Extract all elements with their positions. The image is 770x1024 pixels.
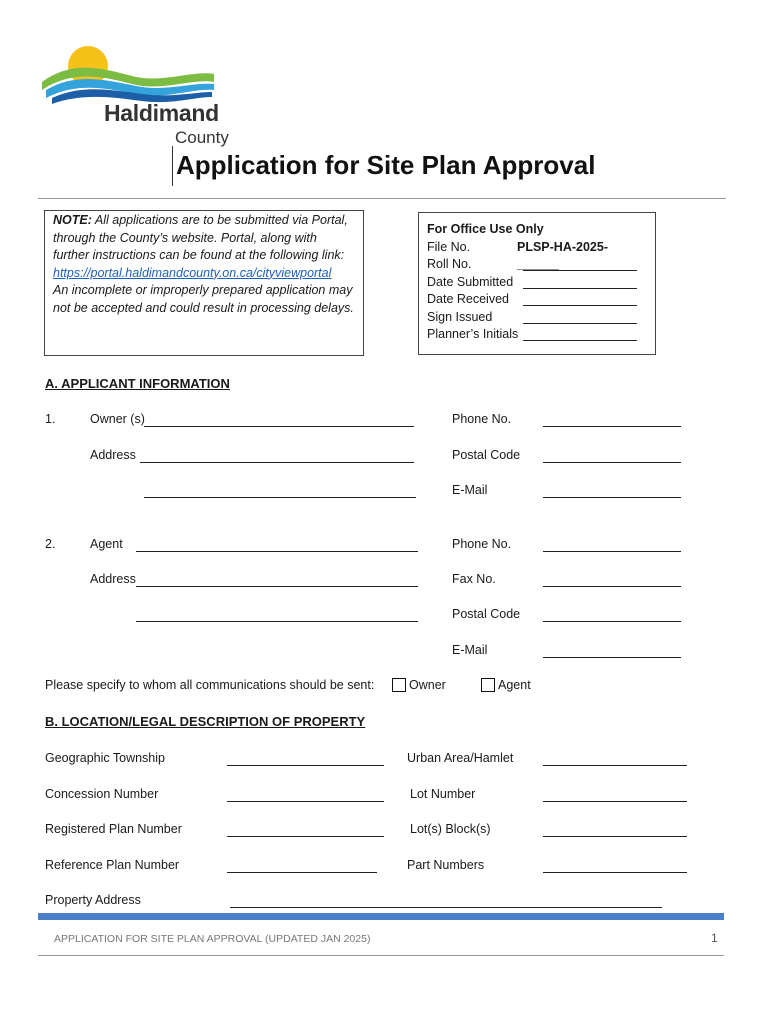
- roll-no-label: Roll No.: [427, 257, 472, 271]
- agent-address-line-2[interactable]: [136, 609, 418, 622]
- owner-postal-line[interactable]: [543, 450, 681, 463]
- section-a-heading: A. APPLICANT INFORMATION: [45, 376, 230, 391]
- concession-number-line[interactable]: [227, 789, 384, 802]
- urban-area-label: Urban Area/Hamlet: [407, 751, 514, 765]
- note-text-1: All applications are to be submitted via Portal, through the County’s website. Portal, along with further instructions can be found at the following link:: [53, 213, 348, 263]
- file-no-value: PLSP-HA-2025-______: [517, 239, 608, 271]
- page-title: Application for Site Plan Approval: [176, 150, 596, 180]
- agent-address-label: Address: [90, 572, 136, 586]
- agent-email-label: E-Mail: [452, 643, 488, 657]
- footer-text: APPLICATION FOR SITE PLAN APPROVAL (UPDATED JAN 2025): [54, 933, 371, 945]
- logo-text-county: County: [175, 128, 229, 147]
- owner-address-line[interactable]: [140, 450, 414, 463]
- agent-checkbox-label: Agent: [498, 678, 531, 692]
- part-numbers-line[interactable]: [543, 860, 687, 873]
- lots-blocks-line[interactable]: [543, 824, 687, 837]
- owner-phone-label: Phone No.: [452, 412, 512, 426]
- part-numbers-label: Part Numbers: [407, 858, 485, 872]
- reference-plan-line[interactable]: [227, 860, 377, 873]
- sign-issued-line[interactable]: [523, 311, 637, 324]
- date-submitted-label: Date Submitted: [427, 274, 514, 289]
- sign-issued-label: Sign Issued: [427, 309, 493, 324]
- file-no-label: File No.: [427, 239, 471, 254]
- owner-address-label: Address: [90, 448, 136, 462]
- owner-postal-label: Postal Code: [452, 448, 521, 462]
- geographic-township-line[interactable]: [227, 753, 384, 766]
- agent-line[interactable]: [136, 539, 418, 552]
- county-logo: [42, 42, 242, 150]
- date-received-label: Date Received: [427, 292, 509, 306]
- owner-phone-line[interactable]: [543, 414, 681, 427]
- portal-link[interactable]: https://portal.haldimandcounty.on.ca/cityviewportal: [53, 265, 332, 280]
- owner-email-line[interactable]: [543, 485, 681, 498]
- owner-email-label: E-Mail: [452, 483, 488, 497]
- office-use-box: [418, 212, 656, 355]
- lot-number-label: Lot Number: [410, 787, 476, 801]
- agent-fax-label: Fax No.: [452, 572, 496, 586]
- page-number: 1: [711, 931, 718, 945]
- owner-number: 1.: [45, 412, 56, 426]
- property-address-label: Property Address: [45, 893, 141, 907]
- agent-email-line[interactable]: [543, 645, 681, 658]
- agent-address-line[interactable]: [136, 574, 418, 587]
- logo-text-haldimand: Haldimand: [104, 100, 219, 126]
- title-rule: [172, 146, 173, 186]
- agent-postal-label: Postal Code: [452, 607, 521, 621]
- owner-line[interactable]: [144, 414, 414, 427]
- note-box: [44, 210, 364, 356]
- reference-plan-label: Reference Plan Number: [45, 858, 180, 872]
- note-text-2: An incomplete or improperly prepared application may not be accepted and could result in processing delays.: [53, 283, 354, 315]
- section-b-heading: B. LOCATION/LEGAL DESCRIPTION OF PROPERTY: [45, 714, 366, 729]
- urban-area-line[interactable]: [543, 753, 687, 766]
- communications-question: Please specify to whom all communications should be sent:: [45, 678, 375, 692]
- property-address-line[interactable]: [230, 895, 662, 908]
- agent-phone-label: Phone No.: [452, 537, 512, 551]
- owner-address-line-2[interactable]: [144, 485, 416, 498]
- date-submitted-line[interactable]: [523, 276, 637, 289]
- note-lead: NOTE:: [53, 213, 92, 227]
- agent-number: 2.: [45, 537, 56, 551]
- footer-divider: [38, 955, 724, 956]
- planner-initials-label: Planner’s Initials: [427, 327, 519, 341]
- registered-plan-line[interactable]: [227, 824, 384, 837]
- office-heading: For Office Use Only: [427, 222, 544, 236]
- logo-graphic: [42, 42, 217, 108]
- header-divider: [38, 198, 726, 199]
- date-received-line[interactable]: [523, 293, 637, 306]
- agent-phone-line[interactable]: [543, 539, 681, 552]
- geographic-township-label: Geographic Township: [45, 751, 165, 765]
- planner-initials-line[interactable]: [523, 328, 637, 341]
- owner-checkbox-label: Owner: [409, 678, 446, 692]
- agent-label: Agent: [90, 537, 123, 551]
- concession-number-label: Concession Number: [45, 787, 159, 801]
- lots-blocks-label: Lot(s) Block(s): [410, 822, 491, 836]
- agent-fax-line[interactable]: [543, 574, 681, 587]
- registered-plan-label: Registered Plan Number: [45, 822, 182, 836]
- footer-accent-bar: [38, 913, 724, 920]
- owner-checkbox[interactable]: [392, 678, 406, 692]
- roll-no-line[interactable]: [523, 258, 637, 271]
- owner-label: Owner (s): [90, 412, 145, 426]
- agent-checkbox[interactable]: [481, 678, 495, 692]
- agent-postal-line[interactable]: [543, 609, 681, 622]
- lot-number-line[interactable]: [543, 789, 687, 802]
